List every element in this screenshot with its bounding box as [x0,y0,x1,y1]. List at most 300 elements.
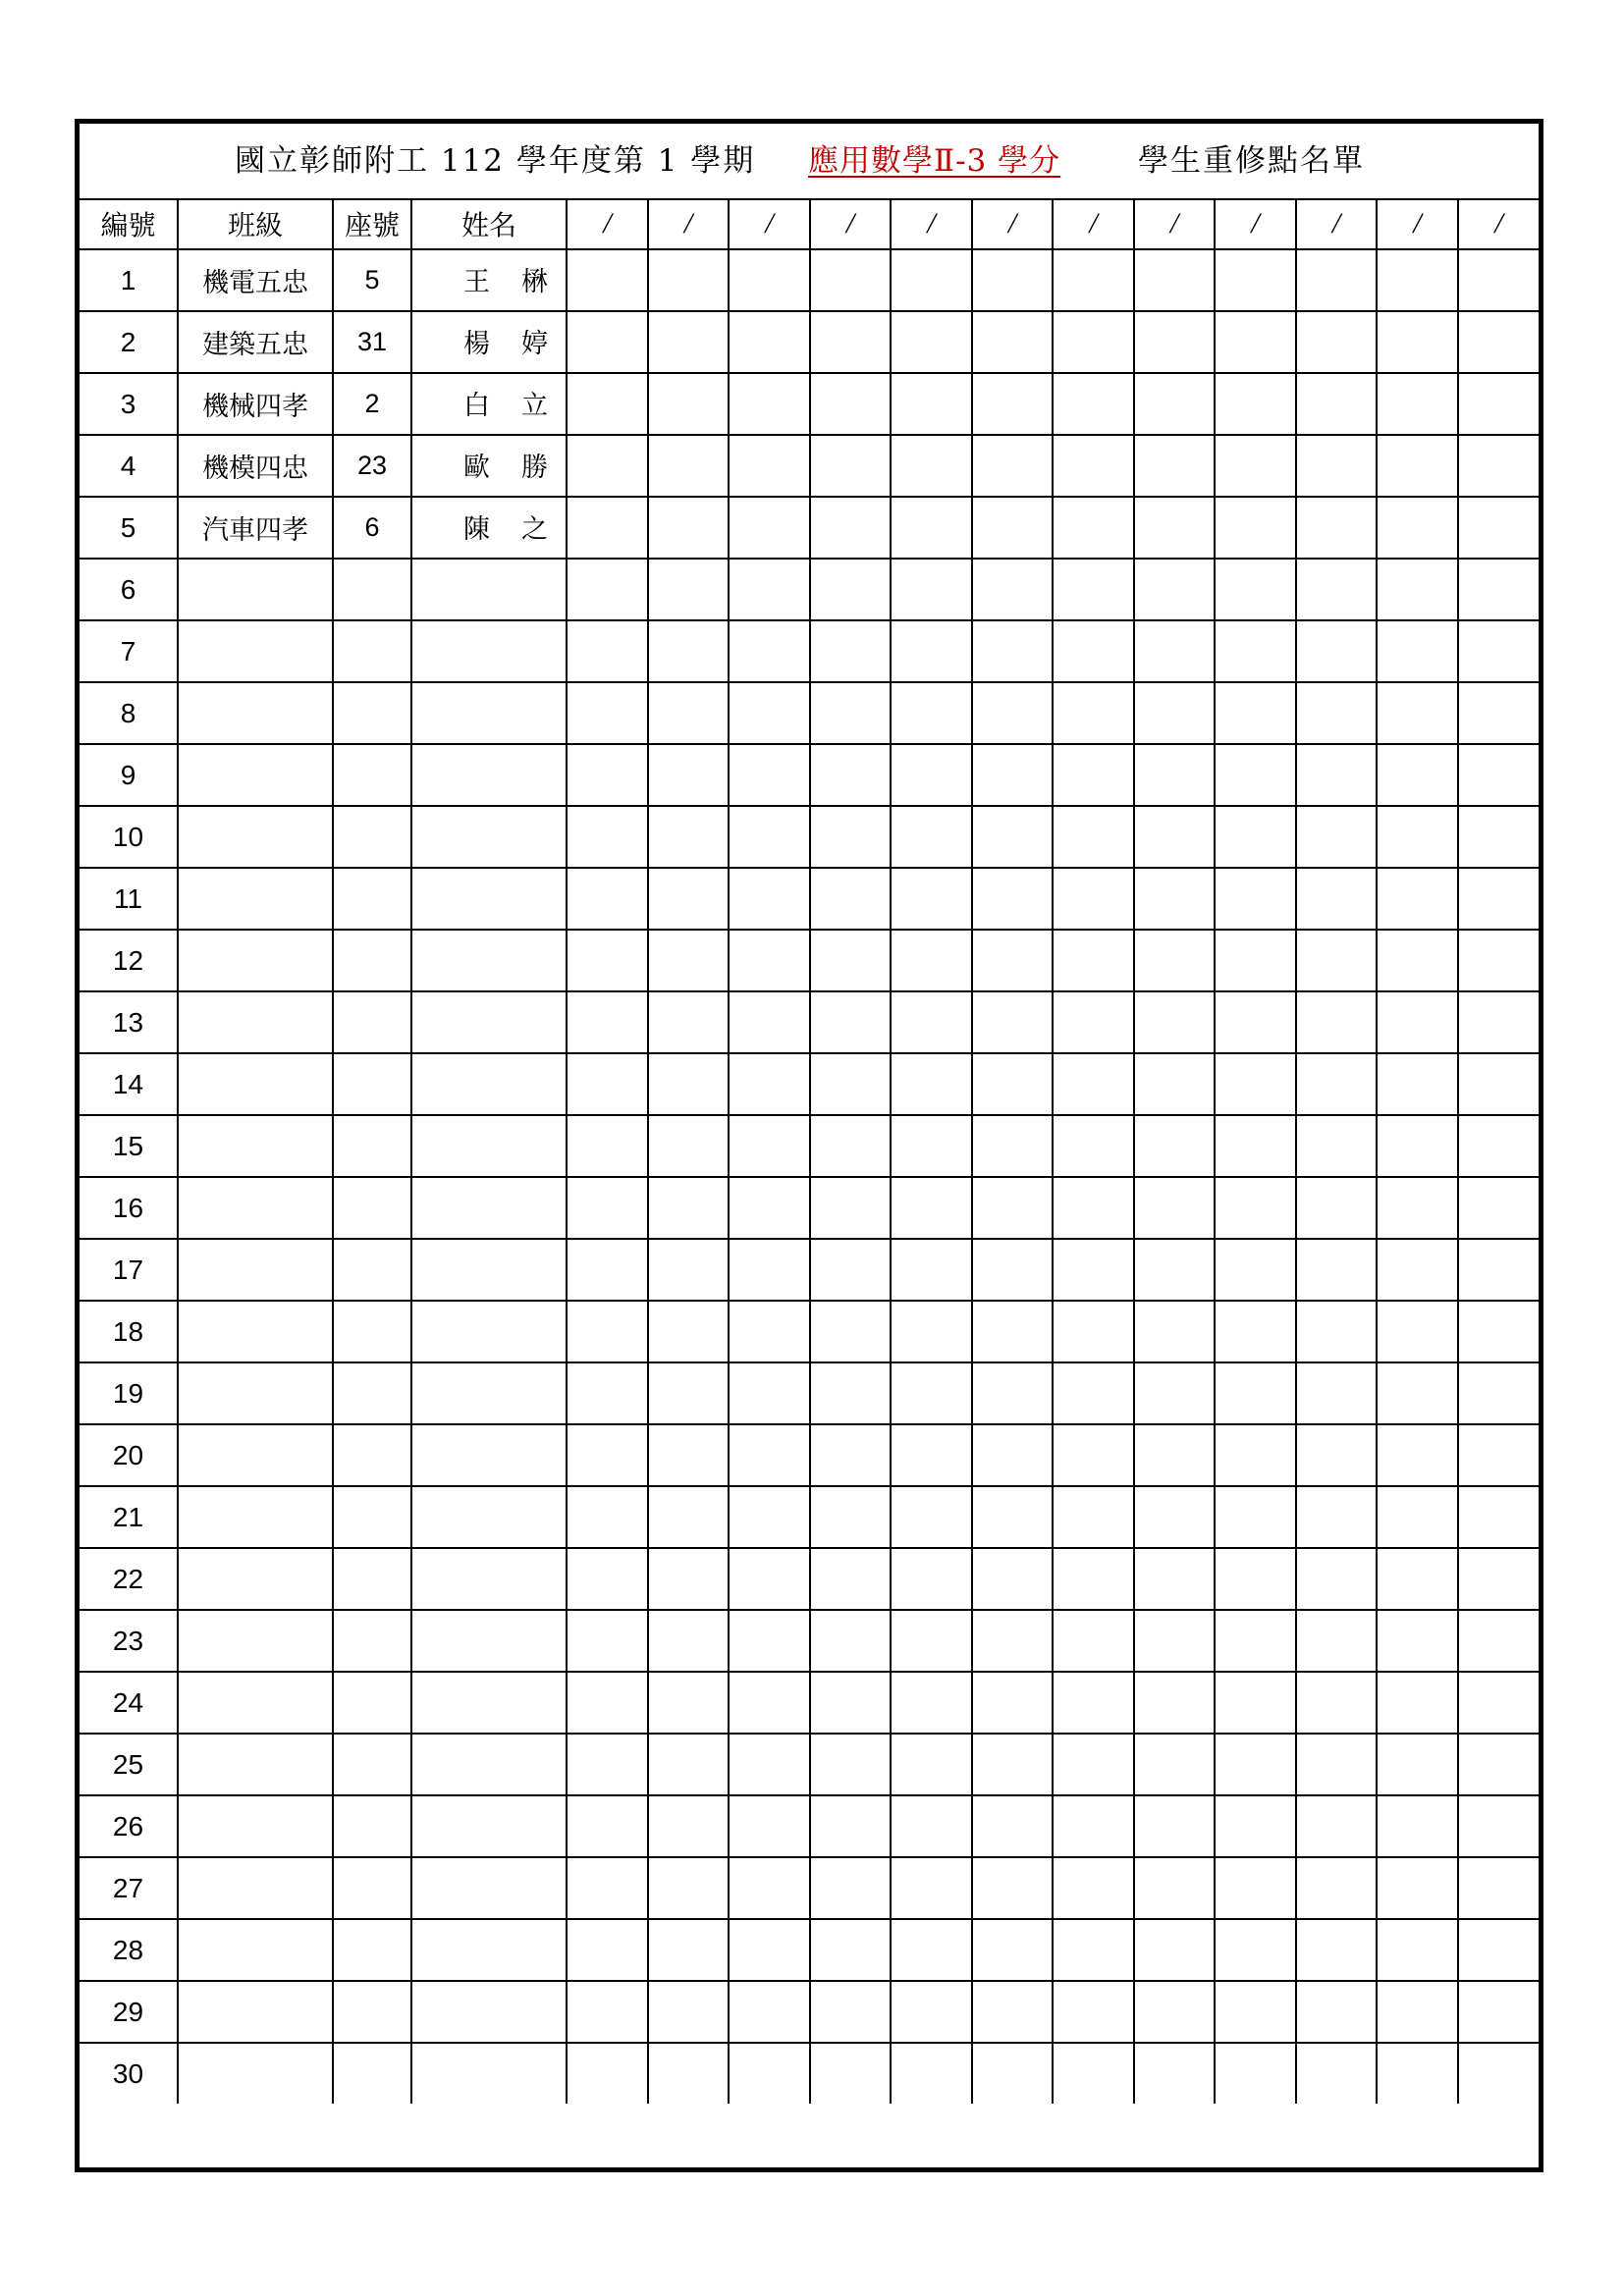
attendance-cell[interactable] [972,1115,1053,1177]
attendance-cell[interactable] [1215,435,1296,497]
attendance-cell[interactable] [648,1362,729,1424]
attendance-cell[interactable] [1215,311,1296,373]
attendance-cell[interactable] [810,1486,891,1548]
attendance-cell[interactable] [648,1177,729,1239]
attendance-cell[interactable] [1377,930,1458,991]
attendance-cell[interactable] [729,682,810,744]
attendance-cell[interactable] [1296,435,1377,497]
attendance-cell[interactable] [891,868,972,930]
attendance-cell[interactable] [1458,991,1539,1053]
attendance-cell[interactable] [1377,682,1458,744]
attendance-cell[interactable] [1377,1301,1458,1362]
attendance-cell[interactable] [891,682,972,744]
attendance-cell[interactable] [567,249,648,311]
attendance-cell[interactable] [1053,559,1134,620]
attendance-cell[interactable] [1053,2043,1134,2104]
attendance-cell[interactable] [891,744,972,806]
attendance-cell[interactable] [729,497,810,559]
attendance-cell[interactable] [972,1857,1053,1919]
attendance-cell[interactable] [1296,249,1377,311]
attendance-cell[interactable] [1215,497,1296,559]
attendance-cell[interactable] [729,1115,810,1177]
attendance-cell[interactable] [648,1734,729,1795]
attendance-cell[interactable] [972,1795,1053,1857]
attendance-cell[interactable] [1458,435,1539,497]
attendance-cell[interactable] [1215,1919,1296,1981]
attendance-cell[interactable] [972,682,1053,744]
attendance-cell[interactable] [972,249,1053,311]
attendance-cell[interactable] [648,373,729,435]
attendance-cell[interactable] [567,1301,648,1362]
attendance-cell[interactable] [1377,1053,1458,1115]
attendance-cell[interactable] [567,1239,648,1301]
attendance-cell[interactable] [972,1486,1053,1548]
attendance-cell[interactable] [1377,559,1458,620]
attendance-cell[interactable] [972,497,1053,559]
attendance-cell[interactable] [810,744,891,806]
attendance-cell[interactable] [1458,1053,1539,1115]
attendance-cell[interactable] [1458,1548,1539,1610]
attendance-cell[interactable] [1377,1919,1458,1981]
attendance-cell[interactable] [648,497,729,559]
attendance-cell[interactable] [1215,373,1296,435]
attendance-cell[interactable] [1377,2043,1458,2104]
attendance-cell[interactable] [1458,2043,1539,2104]
attendance-cell[interactable] [1377,1610,1458,1672]
attendance-cell[interactable] [891,1177,972,1239]
attendance-cell[interactable] [810,311,891,373]
attendance-cell[interactable] [1053,1177,1134,1239]
attendance-cell[interactable] [1053,930,1134,991]
attendance-cell[interactable] [648,806,729,868]
attendance-cell[interactable] [891,1053,972,1115]
attendance-cell[interactable] [567,806,648,868]
attendance-cell[interactable] [1296,311,1377,373]
attendance-cell[interactable] [1296,1610,1377,1672]
attendance-cell[interactable] [891,1362,972,1424]
attendance-cell[interactable] [891,1424,972,1486]
attendance-cell[interactable] [1134,744,1215,806]
attendance-cell[interactable] [810,1239,891,1301]
attendance-cell[interactable] [567,311,648,373]
attendance-cell[interactable] [1053,744,1134,806]
attendance-cell[interactable] [810,682,891,744]
attendance-cell[interactable] [1053,682,1134,744]
attendance-cell[interactable] [648,1239,729,1301]
attendance-cell[interactable] [729,435,810,497]
attendance-cell[interactable] [972,991,1053,1053]
attendance-cell[interactable] [1377,1734,1458,1795]
attendance-cell[interactable] [1296,744,1377,806]
attendance-cell[interactable] [1458,311,1539,373]
attendance-cell[interactable] [567,1857,648,1919]
attendance-cell[interactable] [1215,682,1296,744]
attendance-cell[interactable] [729,744,810,806]
attendance-cell[interactable] [972,806,1053,868]
attendance-cell[interactable] [1377,806,1458,868]
attendance-cell[interactable] [810,1053,891,1115]
attendance-cell[interactable] [1296,1053,1377,1115]
attendance-cell[interactable] [648,1053,729,1115]
attendance-cell[interactable] [1053,1486,1134,1548]
attendance-cell[interactable] [729,1424,810,1486]
attendance-cell[interactable] [1458,1301,1539,1362]
attendance-cell[interactable] [1215,1795,1296,1857]
attendance-cell[interactable] [1215,1239,1296,1301]
attendance-cell[interactable] [891,311,972,373]
attendance-cell[interactable] [648,1424,729,1486]
attendance-cell[interactable] [648,1981,729,2043]
attendance-cell[interactable] [810,1981,891,2043]
attendance-cell[interactable] [1377,991,1458,1053]
attendance-cell[interactable] [891,373,972,435]
attendance-cell[interactable] [729,991,810,1053]
attendance-cell[interactable] [729,249,810,311]
attendance-cell[interactable] [1134,1239,1215,1301]
attendance-cell[interactable] [1053,1362,1134,1424]
attendance-cell[interactable] [567,1115,648,1177]
attendance-cell[interactable] [1296,2043,1377,2104]
attendance-cell[interactable] [729,311,810,373]
attendance-cell[interactable] [810,497,891,559]
attendance-cell[interactable] [1134,559,1215,620]
attendance-cell[interactable] [1377,620,1458,682]
attendance-cell[interactable] [1458,806,1539,868]
attendance-cell[interactable] [1296,1795,1377,1857]
attendance-cell[interactable] [729,373,810,435]
attendance-cell[interactable] [1458,744,1539,806]
attendance-cell[interactable] [1458,1919,1539,1981]
attendance-cell[interactable] [1458,1239,1539,1301]
attendance-cell[interactable] [810,1362,891,1424]
attendance-cell[interactable] [729,1486,810,1548]
attendance-cell[interactable] [1215,930,1296,991]
attendance-cell[interactable] [972,1734,1053,1795]
attendance-cell[interactable] [1296,806,1377,868]
attendance-cell[interactable] [648,1795,729,1857]
attendance-cell[interactable] [810,1115,891,1177]
attendance-cell[interactable] [1377,1486,1458,1548]
attendance-cell[interactable] [1458,930,1539,991]
attendance-cell[interactable] [729,1857,810,1919]
attendance-cell[interactable] [1215,1548,1296,1610]
attendance-cell[interactable] [567,1486,648,1548]
attendance-cell[interactable] [1134,1672,1215,1734]
attendance-cell[interactable] [1296,1672,1377,1734]
attendance-cell[interactable] [891,1795,972,1857]
attendance-cell[interactable] [810,1734,891,1795]
attendance-cell[interactable] [1215,1053,1296,1115]
attendance-cell[interactable] [1458,1672,1539,1734]
attendance-cell[interactable] [972,1362,1053,1424]
attendance-cell[interactable] [648,1857,729,1919]
attendance-cell[interactable] [972,930,1053,991]
attendance-cell[interactable] [1458,1486,1539,1548]
attendance-cell[interactable] [1458,620,1539,682]
attendance-cell[interactable] [891,435,972,497]
attendance-cell[interactable] [1134,249,1215,311]
attendance-cell[interactable] [567,1981,648,2043]
attendance-cell[interactable] [810,1610,891,1672]
attendance-cell[interactable] [567,1610,648,1672]
attendance-cell[interactable] [1053,1115,1134,1177]
attendance-cell[interactable] [729,1610,810,1672]
attendance-cell[interactable] [729,1919,810,1981]
attendance-cell[interactable] [567,497,648,559]
attendance-cell[interactable] [891,620,972,682]
attendance-cell[interactable] [891,1239,972,1301]
attendance-cell[interactable] [891,991,972,1053]
attendance-cell[interactable] [1215,249,1296,311]
attendance-cell[interactable] [1296,1177,1377,1239]
attendance-cell[interactable] [567,682,648,744]
attendance-cell[interactable] [1053,1981,1134,2043]
attendance-cell[interactable] [972,1177,1053,1239]
attendance-cell[interactable] [810,868,891,930]
attendance-cell[interactable] [1458,1177,1539,1239]
attendance-cell[interactable] [1215,1362,1296,1424]
attendance-cell[interactable] [648,991,729,1053]
attendance-cell[interactable] [1296,1115,1377,1177]
attendance-cell[interactable] [1458,1981,1539,2043]
attendance-cell[interactable] [972,1981,1053,2043]
attendance-cell[interactable] [810,930,891,991]
attendance-cell[interactable] [1215,2043,1296,2104]
attendance-cell[interactable] [648,1610,729,1672]
attendance-cell[interactable] [1458,682,1539,744]
attendance-cell[interactable] [810,620,891,682]
attendance-cell[interactable] [891,497,972,559]
attendance-cell[interactable] [810,2043,891,2104]
attendance-cell[interactable] [1053,620,1134,682]
attendance-cell[interactable] [648,1301,729,1362]
attendance-cell[interactable] [729,1053,810,1115]
attendance-cell[interactable] [1134,620,1215,682]
attendance-cell[interactable] [810,249,891,311]
attendance-cell[interactable] [972,1610,1053,1672]
attendance-cell[interactable] [648,1115,729,1177]
attendance-cell[interactable] [1296,930,1377,991]
attendance-cell[interactable] [972,1053,1053,1115]
attendance-cell[interactable] [729,1177,810,1239]
attendance-cell[interactable] [1134,1177,1215,1239]
attendance-cell[interactable] [567,1548,648,1610]
attendance-cell[interactable] [729,1734,810,1795]
attendance-cell[interactable] [1377,497,1458,559]
attendance-cell[interactable] [891,2043,972,2104]
attendance-cell[interactable] [810,1548,891,1610]
attendance-cell[interactable] [1215,1734,1296,1795]
attendance-cell[interactable] [1296,868,1377,930]
attendance-cell[interactable] [1134,930,1215,991]
attendance-cell[interactable] [1377,373,1458,435]
attendance-cell[interactable] [972,620,1053,682]
attendance-cell[interactable] [648,1486,729,1548]
attendance-cell[interactable] [1458,1610,1539,1672]
attendance-cell[interactable] [1134,2043,1215,2104]
attendance-cell[interactable] [810,1672,891,1734]
attendance-cell[interactable] [1458,497,1539,559]
attendance-cell[interactable] [810,1795,891,1857]
attendance-cell[interactable] [1377,1672,1458,1734]
attendance-cell[interactable] [972,1424,1053,1486]
attendance-cell[interactable] [891,249,972,311]
attendance-cell[interactable] [648,249,729,311]
attendance-cell[interactable] [972,1548,1053,1610]
attendance-cell[interactable] [1215,1672,1296,1734]
attendance-cell[interactable] [1377,744,1458,806]
attendance-cell[interactable] [729,2043,810,2104]
attendance-cell[interactable] [1134,1362,1215,1424]
attendance-cell[interactable] [1458,1857,1539,1919]
attendance-cell[interactable] [567,868,648,930]
attendance-cell[interactable] [1134,1610,1215,1672]
attendance-cell[interactable] [729,1239,810,1301]
attendance-cell[interactable] [1215,868,1296,930]
attendance-cell[interactable] [810,1301,891,1362]
attendance-cell[interactable] [729,620,810,682]
attendance-cell[interactable] [1296,1548,1377,1610]
attendance-cell[interactable] [1377,1362,1458,1424]
attendance-cell[interactable] [1134,1053,1215,1115]
attendance-cell[interactable] [1215,744,1296,806]
attendance-cell[interactable] [1296,1857,1377,1919]
attendance-cell[interactable] [1053,1424,1134,1486]
attendance-cell[interactable] [1296,1734,1377,1795]
attendance-cell[interactable] [1053,1610,1134,1672]
attendance-cell[interactable] [1053,806,1134,868]
attendance-cell[interactable] [567,1053,648,1115]
attendance-cell[interactable] [972,1301,1053,1362]
attendance-cell[interactable] [1134,1981,1215,2043]
attendance-cell[interactable] [1134,435,1215,497]
attendance-cell[interactable] [729,1672,810,1734]
attendance-cell[interactable] [1377,1115,1458,1177]
attendance-cell[interactable] [567,435,648,497]
attendance-cell[interactable] [1458,1362,1539,1424]
attendance-cell[interactable] [1134,1486,1215,1548]
attendance-cell[interactable] [1377,1239,1458,1301]
attendance-cell[interactable] [891,1857,972,1919]
attendance-cell[interactable] [567,1362,648,1424]
attendance-cell[interactable] [567,1177,648,1239]
attendance-cell[interactable] [567,744,648,806]
attendance-cell[interactable] [1134,1795,1215,1857]
attendance-cell[interactable] [1134,868,1215,930]
attendance-cell[interactable] [972,2043,1053,2104]
attendance-cell[interactable] [567,373,648,435]
attendance-cell[interactable] [1053,1795,1134,1857]
attendance-cell[interactable] [1215,1424,1296,1486]
attendance-cell[interactable] [891,1301,972,1362]
attendance-cell[interactable] [1296,991,1377,1053]
attendance-cell[interactable] [1377,1548,1458,1610]
attendance-cell[interactable] [567,1424,648,1486]
attendance-cell[interactable] [1053,373,1134,435]
attendance-cell[interactable] [648,1672,729,1734]
attendance-cell[interactable] [1053,249,1134,311]
attendance-cell[interactable] [1134,806,1215,868]
attendance-cell[interactable] [1296,373,1377,435]
attendance-cell[interactable] [891,1919,972,1981]
attendance-cell[interactable] [1215,1177,1296,1239]
attendance-cell[interactable] [648,1548,729,1610]
attendance-cell[interactable] [891,1548,972,1610]
attendance-cell[interactable] [1377,868,1458,930]
attendance-cell[interactable] [1377,1424,1458,1486]
attendance-cell[interactable] [1053,1734,1134,1795]
attendance-cell[interactable] [1053,1301,1134,1362]
attendance-cell[interactable] [567,620,648,682]
attendance-cell[interactable] [1215,1486,1296,1548]
attendance-cell[interactable] [891,1486,972,1548]
attendance-cell[interactable] [972,373,1053,435]
attendance-cell[interactable] [729,1548,810,1610]
attendance-cell[interactable] [567,1734,648,1795]
attendance-cell[interactable] [972,435,1053,497]
attendance-cell[interactable] [1458,1795,1539,1857]
attendance-cell[interactable] [810,1424,891,1486]
attendance-cell[interactable] [567,930,648,991]
attendance-cell[interactable] [1215,806,1296,868]
attendance-cell[interactable] [810,806,891,868]
attendance-cell[interactable] [1296,1301,1377,1362]
attendance-cell[interactable] [1134,497,1215,559]
attendance-cell[interactable] [1458,559,1539,620]
attendance-cell[interactable] [1134,1548,1215,1610]
attendance-cell[interactable] [729,1981,810,2043]
attendance-cell[interactable] [648,435,729,497]
attendance-cell[interactable] [1215,620,1296,682]
attendance-cell[interactable] [1134,311,1215,373]
attendance-cell[interactable] [1296,559,1377,620]
attendance-cell[interactable] [648,2043,729,2104]
attendance-cell[interactable] [1458,1424,1539,1486]
attendance-cell[interactable] [1134,1734,1215,1795]
attendance-cell[interactable] [1215,1301,1296,1362]
attendance-cell[interactable] [567,559,648,620]
attendance-cell[interactable] [1296,1239,1377,1301]
attendance-cell[interactable] [810,559,891,620]
attendance-cell[interactable] [1053,1548,1134,1610]
attendance-cell[interactable] [1215,559,1296,620]
attendance-cell[interactable] [810,1177,891,1239]
attendance-cell[interactable] [729,1362,810,1424]
attendance-cell[interactable] [1053,1857,1134,1919]
attendance-cell[interactable] [729,806,810,868]
attendance-cell[interactable] [1053,1053,1134,1115]
attendance-cell[interactable] [1215,991,1296,1053]
attendance-cell[interactable] [1215,1115,1296,1177]
attendance-cell[interactable] [1053,1239,1134,1301]
attendance-cell[interactable] [1134,1857,1215,1919]
attendance-cell[interactable] [1134,1424,1215,1486]
attendance-cell[interactable] [1296,1919,1377,1981]
attendance-cell[interactable] [810,435,891,497]
attendance-cell[interactable] [729,1301,810,1362]
attendance-cell[interactable] [1215,1981,1296,2043]
attendance-cell[interactable] [1215,1610,1296,1672]
attendance-cell[interactable] [1377,1795,1458,1857]
attendance-cell[interactable] [729,930,810,991]
attendance-cell[interactable] [972,1672,1053,1734]
attendance-cell[interactable] [1458,1115,1539,1177]
attendance-cell[interactable] [1134,1115,1215,1177]
attendance-cell[interactable] [891,1672,972,1734]
attendance-cell[interactable] [1134,682,1215,744]
attendance-cell[interactable] [1296,1981,1377,2043]
attendance-cell[interactable] [729,1795,810,1857]
